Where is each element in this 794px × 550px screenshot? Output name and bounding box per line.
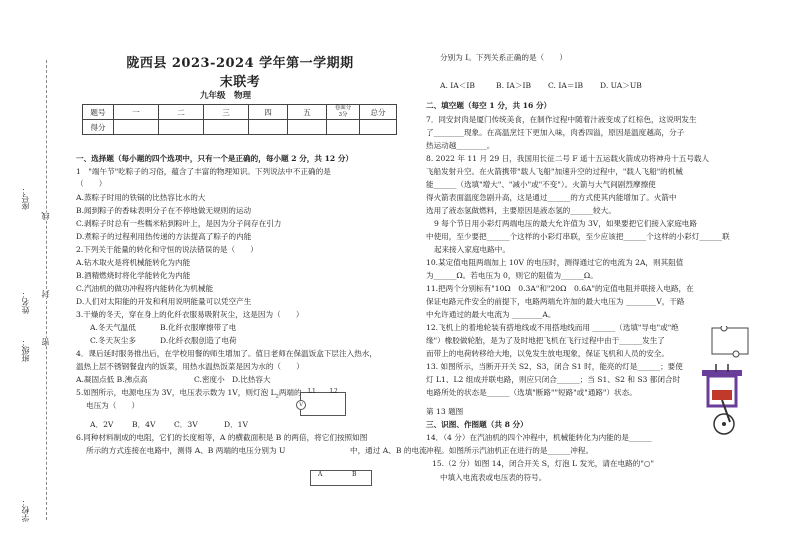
q14-text-1: 14．（4 分）在汽油机的四个冲程中，机械能转化为内能的是______ xyxy=(426,433,652,442)
voltmeter-icon: V xyxy=(296,400,306,410)
score-header-cell: 四 xyxy=(249,105,288,120)
q15-text-2: 中填入电流表或电压表的符号。 xyxy=(440,473,547,482)
q1-option-d: D.煮粽子的过程利用热传递的方法提高了粽子的内能 xyxy=(76,232,252,241)
q2-option-a: A.钻木取火是将机械能转化为内能 xyxy=(76,258,191,267)
section-1-heading: 一、选择题（每小题的四个选项中，只有一个是正确的，每小题 2 分，共 12 分） xyxy=(76,154,354,163)
q2-option-d: D.人们对太阳能的开发和利用说明能量可以凭空产生 xyxy=(76,297,252,306)
seal-char-secret: 密 xyxy=(41,338,50,346)
q11-text-2: 保证电路元件安全的前提下，电路两端允许加的最大电压为 ________V，干路 xyxy=(426,297,685,306)
seal-char-line: 线 xyxy=(41,212,50,220)
circuit-label-l2: L2 xyxy=(330,388,338,395)
q5-option-c: C．3V xyxy=(174,420,198,429)
q3-option-a: A.冬天气温低 xyxy=(90,323,136,332)
exam-subtitle: 九年级 物理 xyxy=(200,91,252,101)
q4-option-ab: A.凝固点低 B.沸点高 xyxy=(76,375,148,384)
q1-paren: （ ） xyxy=(76,179,107,188)
q12-text-3: 而带上的电荷转移给大地，以免发生放电现象，保证飞机和人员的安全。 xyxy=(426,349,669,358)
q10-text-2: 为______Ω。若电压为 0，则它的阻值为______Ω。 xyxy=(426,271,598,280)
q4-option-c: C.密度小 xyxy=(194,375,225,384)
q5-option-a: A．2V xyxy=(90,420,114,429)
q6-text-2: 所示的方式连接在电路中，测得 A、B 两端的电压分别为 U xyxy=(86,446,286,455)
class-label: 班级： xyxy=(21,338,30,362)
q13-text-2: 灯 L1、L2 组成并联电路，则应只闭合______；当 S1、S2 和 S3 都闭合时 xyxy=(426,375,681,384)
q8-text-3: 能______（选填"增大"、"减小"或"不变"）。火箭与大气间剧烈摩擦使 xyxy=(426,180,656,189)
q9-text-1: 9 每个节日用小彩灯两端电压的最大允许值为 3V，如果要把它们接入家庭电路 xyxy=(434,219,697,228)
score-header-cell: 五 xyxy=(288,105,327,120)
q1-option-b: B.闻到粽子的香味表明分子在不停地做无规则的运动 xyxy=(76,206,252,215)
section-3-heading: 三、识图、作图题（共 8 分） xyxy=(426,420,528,429)
q13-circuit-diagram-icon xyxy=(710,326,750,358)
q8-text-5: 选用了液态氢做燃料，主要原因是液态氢的______较大。 xyxy=(426,206,616,215)
q2-text: 2.下列关于能量的转化和守恒的说法错误的是（ ） xyxy=(76,245,258,254)
section-2-heading: 二、填空题（每空 1 分，共 16 分） xyxy=(426,101,552,110)
school-label: 学校： xyxy=(21,498,30,522)
q3-option-d: D.化纤衣服创造了电荷 xyxy=(160,336,237,345)
seat-label: 座号： xyxy=(21,186,30,210)
score-table xyxy=(82,104,397,135)
q15-text-1: 15.（2 分）如图 14，闭合开关 S，灯泡 L 发光，请在电路的"○" xyxy=(432,459,654,468)
score-header-cell: 总分 xyxy=(360,105,397,120)
q7-text-1: 7．同安封肉是厦门传统美食，在制作过程中随着汁液变成了红棕色，这说明发生 xyxy=(426,115,697,124)
circuit-label-l1: L1 xyxy=(308,388,316,395)
q4-text-2: 温热上层不锈钢餐盘内的饭菜，用热水温热饭菜是因为水的（ ） xyxy=(76,362,304,371)
q9-text-3: 起来接入家庭电路中。 xyxy=(434,245,510,254)
q5-option-b: B．4V xyxy=(132,420,156,429)
q5-text-2: 电压为（ ） xyxy=(86,401,140,410)
q11-text-1: 11.把两个分别标有"10Ω 0.3A"和"20Ω 0.6A"的定值电阻并联接入电路，在 xyxy=(426,284,694,293)
score-header-cell: 一 xyxy=(114,105,159,120)
exam-title: 陇西县 2023-2024 学年第一学期期末联考 xyxy=(126,56,354,90)
q5-text-1: 5.如图所示，电源电压为 3V，电压表示数为 1V，则灯泡 $L_2$两端的 xyxy=(76,388,302,400)
q8-text-1: 8. 2022 年 11 月 29 日，我国用长征二号 F 遥十五运载火箭成功将神舟十五号载人 xyxy=(426,154,710,163)
q12-text-2: 缘"）橡胶做轮胎，是为了及时地把飞机在飞行过程中由于______发生了 xyxy=(426,336,665,345)
q3-text: 3.干燥的冬天，穿在身上的化纤衣服易吸附灰尘，这是因为（ ） xyxy=(76,310,304,319)
q7-text-2: 了________现象。在高温烹饪下更加入味，肉香四溢，原因是温度越高，分子 xyxy=(426,128,685,137)
q9-text-2: 中使用，至少要把______个这样的小彩灯串联，至少应该把______个这样的小彩灯______联 xyxy=(426,232,730,241)
q4-text-1: 4．课后延时服务推出后，在学校用餐的师生增加了。值日老师在保温饭盒下层注入热水， xyxy=(76,349,377,358)
q5-circuit-diagram xyxy=(300,392,346,416)
q2-option-c: C.汽油机的做功冲程将内能转化为机械能 xyxy=(76,284,214,293)
q6-option-a: A. IA＜IB xyxy=(440,81,475,90)
q8-text-2: 飞船发射升空。在火箭携带"载人飞船"加速升空的过程中，"载人飞船"的机械 xyxy=(426,167,683,176)
q13-text-1: 13. 如图所示，当断开开关 S2、S3，闭合 S1 时，能亮的灯是______；要使 xyxy=(426,362,683,371)
q14-text-2: 冲程。如图所示汽油机正在进行的是______冲程。 xyxy=(426,446,594,455)
score-header-cell: 二 xyxy=(159,105,204,120)
q3-option-c: C.冬天灰尘多 xyxy=(90,336,136,345)
q4-option-d: D.比热容大 xyxy=(232,375,271,384)
name-label: 姓名： xyxy=(21,290,30,314)
resistor-b-label: B xyxy=(352,471,357,478)
q6-text-1: 6.同种材料制成的电阻，它们的长度相等，A 的横截面积是 B 的两倍，将它们按照如图 xyxy=(76,433,368,442)
score-header-cell: 题号 xyxy=(83,105,114,120)
q10-text-1: 10.某定值电阻两端加上 10V 的电压时，测得通过它的电流为 2A，则其阻值 xyxy=(426,258,684,267)
q5-option-d: D．1V xyxy=(224,420,248,429)
q6-option-b: B. IA＞IB xyxy=(496,81,532,90)
q6-text-3: 中，通过 A、B 的电流 xyxy=(350,446,427,455)
q7-text-3: 热运动越________。 xyxy=(426,141,495,150)
q1-option-c: C.剥粽子时总有一些糯米粘到粽叶上，是因为分子间存在引力 xyxy=(76,219,282,228)
score-row-label: 得分 xyxy=(83,120,114,135)
q8-text-4: 得火箭表面温度急剧升高，这是通过______的方式使其内能增加了。火箭中 xyxy=(426,193,677,202)
q13-text-3: 电路所处的状态是______（选填"断路""短路"或"通路"）状态。 xyxy=(426,388,637,397)
q12-text-1: 12.飞机上的着地轮装有搭地线或不用搭地线而用 ______（选填"导电"或"绝 xyxy=(426,323,679,332)
resistor-a-label: A xyxy=(318,471,323,478)
q6-option-d: D. UA＞UB xyxy=(600,81,642,90)
q1-option-a: A.蒸粽子时用的铁锅的比热容比水的大 xyxy=(76,193,206,202)
engine-diagram-icon xyxy=(694,360,754,440)
q6-option-c: C. IA＝IB xyxy=(548,81,584,90)
seal-char-seal: 封 xyxy=(41,290,50,298)
q2-option-b: B.酒精燃烧时将化学能转化为内能 xyxy=(76,271,191,280)
q3-option-b: B.化纤衣服摩擦带了电 xyxy=(160,323,237,332)
fig13-caption: 第 13 题图 xyxy=(426,407,464,416)
score-header-cell: 三 xyxy=(204,105,249,120)
q11-text-3: 中允许通过的最大电流为 ________A。 xyxy=(426,310,556,319)
score-header-cell: 卷面分 3分 xyxy=(327,105,360,120)
q1-text: 1 "端午节"吃粽子的习俗，蕴含了丰富的物理知识。下列说法中不正确的是 xyxy=(76,167,331,176)
q6-cont: 分别为 I。下列关系正确的是（ ） xyxy=(440,53,567,62)
